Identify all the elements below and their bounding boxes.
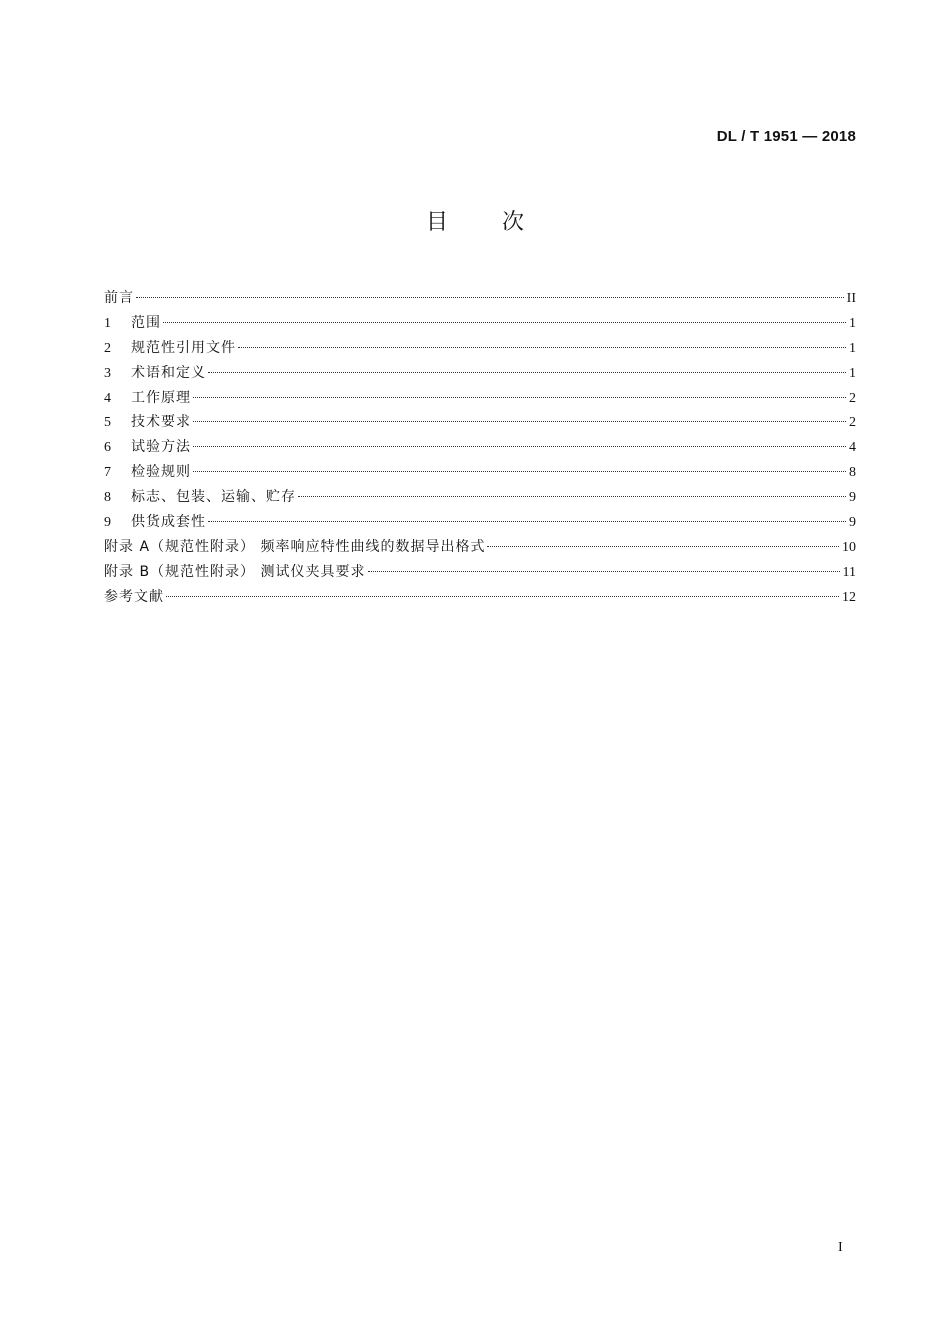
toc-entry-page: 1 <box>849 315 856 331</box>
toc-entry-references[interactable] <box>104 585 856 610</box>
toc-entry-appendix-b[interactable] <box>104 560 856 585</box>
toc-entry-page: 2 <box>849 415 856 431</box>
toc-entry-number: 2 <box>104 340 111 356</box>
toc-entry-page: 8 <box>849 465 856 481</box>
toc-entry-label: 检验规则 <box>131 464 191 481</box>
toc-entry-page: 1 <box>849 340 856 356</box>
toc-entry-label: 前言 <box>104 290 134 306</box>
toc-entry-label: 范围 <box>131 314 161 331</box>
standard-code: DL / T 1951 — 2018 <box>716 128 856 145</box>
toc-entry-label: 参考文献 <box>104 588 164 605</box>
toc-entry-label: 规范性引用文件 <box>131 339 236 356</box>
toc-entry-page: 12 <box>842 589 856 605</box>
toc-entry-page: 1 <box>849 365 856 381</box>
toc-dot-leader <box>166 596 839 597</box>
toc-dot-leader <box>193 397 846 398</box>
toc-entry-label: 附录 B（规范性附录） 测试仪夹具要求 <box>104 563 366 580</box>
toc-dot-leader <box>298 496 846 497</box>
toc-entry-page: 11 <box>842 564 856 580</box>
toc-entry-number: 8 <box>104 490 111 506</box>
toc-entry-3[interactable] <box>104 361 856 386</box>
toc-entry-appendix-a[interactable] <box>104 535 856 560</box>
toc-entry-number: 7 <box>104 465 111 481</box>
toc-dot-leader <box>208 372 846 373</box>
toc-dot-leader <box>208 521 846 522</box>
toc-entry-label: 附录 A（规范性附录） 频率响应特性曲线的数据导出格式 <box>104 538 486 555</box>
toc-entry-page: 9 <box>849 515 856 531</box>
toc-dot-leader <box>238 347 846 348</box>
toc-entry-label: 试验方法 <box>131 439 191 456</box>
toc-entry-4[interactable] <box>104 386 856 411</box>
toc-entry-6[interactable] <box>104 435 856 460</box>
toc-entry-page: 10 <box>842 539 856 555</box>
toc-entry-label: 术语和定义 <box>131 364 206 381</box>
toc-entry-number: 3 <box>104 365 111 381</box>
toc-entry-number: 1 <box>104 315 111 331</box>
toc-dot-leader <box>193 446 846 447</box>
toc-entry-8[interactable] <box>104 485 856 510</box>
toc-dot-leader <box>163 322 846 323</box>
toc-entry-label: 标志、包装、运输、贮存 <box>131 489 296 506</box>
toc-entry-preface[interactable] <box>104 286 856 311</box>
toc-dot-leader <box>487 546 839 547</box>
toc-entry-page: 4 <box>849 440 856 456</box>
toc-entry-9[interactable] <box>104 510 856 535</box>
toc-entry-page: 9 <box>849 490 856 506</box>
toc-entry-label: 工作原理 <box>131 389 191 406</box>
page-number: I <box>838 1240 843 1255</box>
toc-entry-page: 2 <box>849 390 856 406</box>
toc-title: 目次 <box>425 210 578 235</box>
toc-entry-number: 9 <box>104 515 111 531</box>
toc-dot-leader <box>193 421 846 422</box>
toc-entry-7[interactable] <box>104 460 856 485</box>
toc-dot-leader <box>136 297 844 298</box>
toc-entry-2[interactable] <box>104 336 856 361</box>
toc-dot-leader <box>368 571 840 572</box>
toc-entry-number: 6 <box>104 440 111 456</box>
toc-entry-number: 4 <box>104 390 111 406</box>
toc-entry-page: II <box>846 291 856 306</box>
toc-entry-5[interactable] <box>104 410 856 435</box>
toc-entry-1[interactable] <box>104 311 856 336</box>
toc-entry-label: 供货成套性 <box>131 514 206 531</box>
toc-entry-number: 5 <box>104 415 111 431</box>
toc-dot-leader <box>193 471 846 472</box>
table-of-contents <box>104 286 856 610</box>
toc-entry-label: 技术要求 <box>131 414 191 431</box>
